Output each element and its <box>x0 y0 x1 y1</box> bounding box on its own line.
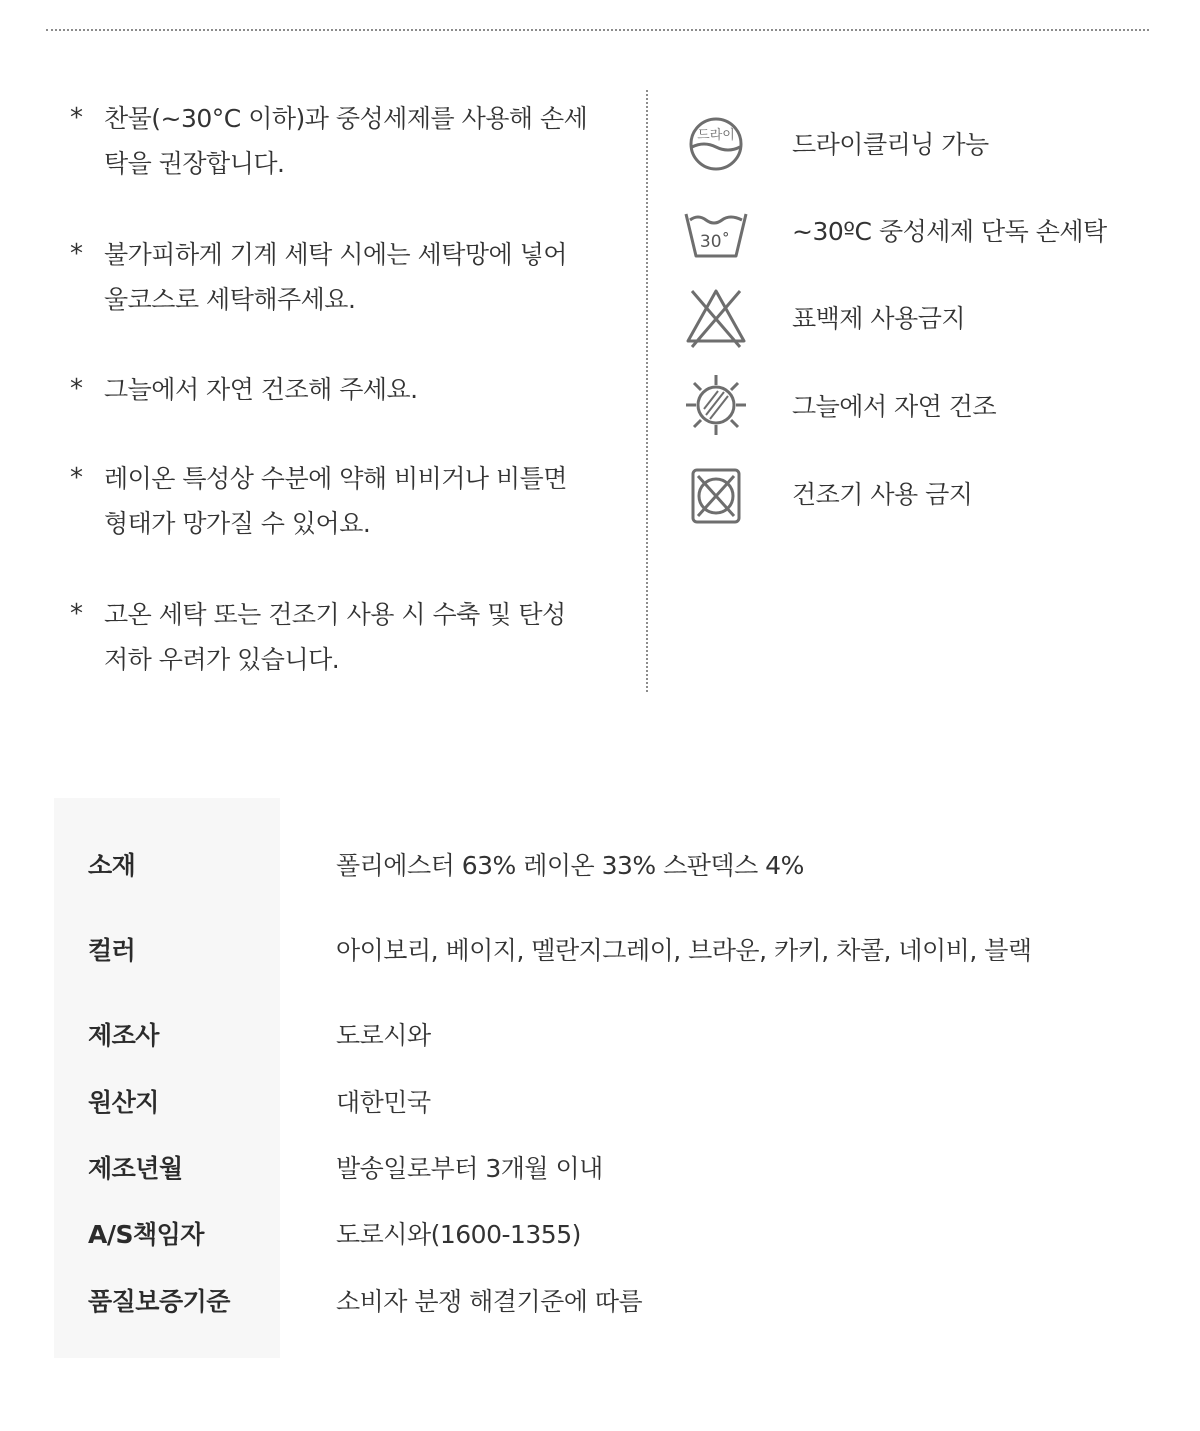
spec-value: 도로시와 <box>336 1021 431 1050</box>
care-symbol-label: 그늘에서 자연 건조 <box>792 392 997 421</box>
care-note-text: 불가피하게 기계 세탁 시에는 세탁망에 넣어 울코스로 세탁해주세요. <box>104 240 567 314</box>
spec-key: 원산지 <box>88 1088 159 1117</box>
bullet-asterisk: * <box>70 599 83 629</box>
care-symbol-row <box>684 111 989 175</box>
care-symbol-row <box>684 285 965 349</box>
care-symbol-row <box>684 198 1107 262</box>
spec-key: 제조년월 <box>88 1154 183 1183</box>
spec-row <box>54 844 1154 884</box>
no-bleach-icon <box>684 285 748 349</box>
dry-clean-icon <box>684 111 748 175</box>
care-note-text: 찬물(~30°C 이하)과 중성세제를 사용해 손세 탁을 권장합니다. <box>104 104 588 178</box>
care-symbol-row <box>684 373 996 437</box>
bullet-asterisk: * <box>70 239 83 269</box>
no-tumble-dry-icon <box>684 461 748 525</box>
spec-key: 품질보증기준 <box>88 1287 230 1316</box>
care-note <box>66 460 626 546</box>
spec-value: 아이보리, 베이지, 멜란지그레이, 브라운, 카키, 차콜, 네이비, 블랙 <box>336 936 1032 965</box>
spec-value: 소비자 분쟁 해결기준에 따름 <box>336 1287 643 1316</box>
spec-value: 대한민국 <box>336 1088 431 1117</box>
care-note <box>66 236 626 322</box>
vertical-dotted-divider <box>646 90 648 692</box>
spec-row <box>54 1280 1154 1320</box>
care-note-text: 그늘에서 자연 건조해 주세요. <box>104 375 418 404</box>
care-note <box>66 596 626 682</box>
hand-wash-30-icon <box>684 198 748 262</box>
spec-row <box>54 1213 1154 1253</box>
product-spec-table <box>54 798 1154 1358</box>
spec-value: 발송일로부터 3개월 이내 <box>336 1154 603 1183</box>
care-note-text: 고온 세탁 또는 건조기 사용 시 수축 및 탄성 저하 우려가 있습니다. <box>104 600 566 674</box>
care-symbol-label: 드라이클리닝 가능 <box>792 130 989 159</box>
care-symbol-row <box>684 461 972 525</box>
wash-temp-label: 30˚ <box>699 232 731 252</box>
dry-clean-icon-label: 드라이 <box>697 128 735 143</box>
spec-row <box>54 1147 1154 1187</box>
care-symbol-label: 표백제 사용금지 <box>792 304 965 333</box>
care-note <box>66 371 626 412</box>
care-symbol-label: ~30ºC 중성세제 단독 손세탁 <box>792 217 1107 246</box>
bullet-asterisk: * <box>70 103 83 133</box>
care-note <box>66 100 626 186</box>
spec-row <box>54 1081 1154 1121</box>
care-symbol-label: 건조기 사용 금지 <box>792 480 973 509</box>
spec-value: 도로시와(1600-1355) <box>336 1220 581 1249</box>
bullet-asterisk: * <box>70 463 83 493</box>
spec-key: A/S책임자 <box>88 1220 204 1249</box>
bullet-asterisk: * <box>70 374 83 404</box>
spec-key: 제조사 <box>88 1021 159 1050</box>
spec-row <box>54 929 1154 969</box>
spec-value: 폴리에스터 63% 레이온 33% 스판덱스 4% <box>336 851 804 880</box>
spec-key: 소재 <box>88 851 136 880</box>
care-note-text: 레이온 특성상 수분에 약해 비비거나 비틀면 형태가 망가질 수 있어요. <box>104 464 567 538</box>
spec-row <box>54 1014 1154 1054</box>
top-dotted-divider <box>46 29 1149 31</box>
spec-key: 컬러 <box>88 936 136 965</box>
dry-in-shade-icon <box>684 373 748 437</box>
